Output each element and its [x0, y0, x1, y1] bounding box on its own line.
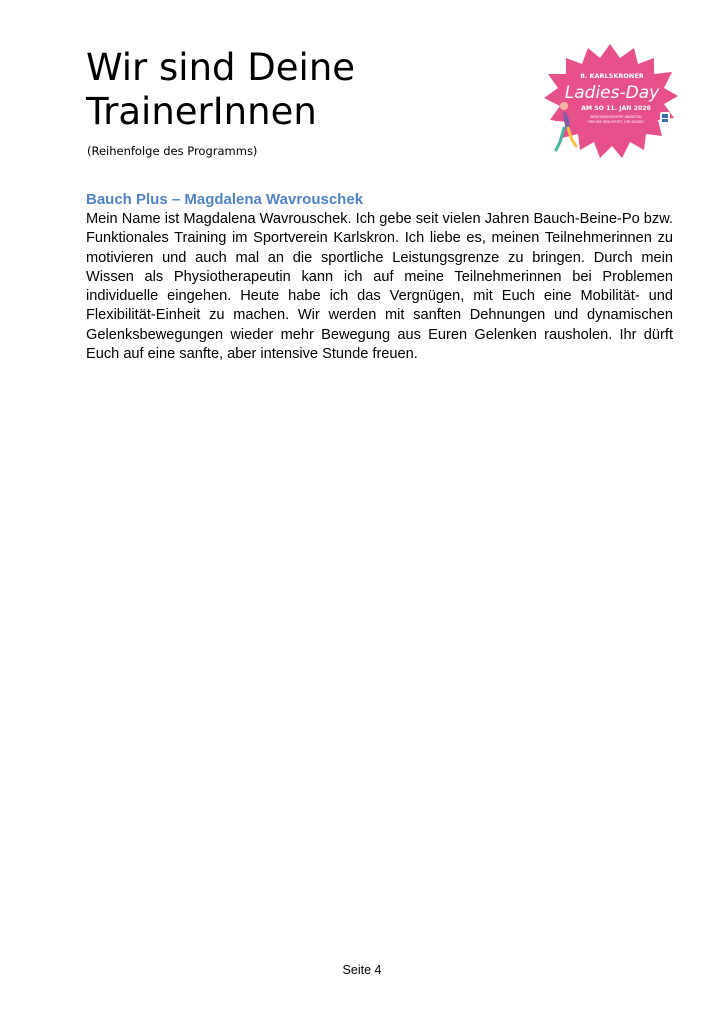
page-number: Seite 4 — [342, 963, 382, 977]
club-badge-icon — [660, 112, 670, 124]
logo-burst — [540, 42, 680, 160]
ladies-day-logo — [540, 42, 680, 160]
logo-edition: 8. KARLSKRONER — [580, 72, 644, 80]
section-body: Mein Name ist Magdalena Wavrouschek. Ich gebe seit vielen Jahren Bauch-Beine-Po bzw. Funktionales Training im Sportverein Karlskron. Ich liebe es, meinen Teilnehmerinnen zu motivieren und auch mal an die sportliche Leistungsgrenze zu bringen. Durch mein Wissen als Physiotherapeutin kann ich auf meine Teilnehmerinnen bei Problemen individuelle eingehen. Heute habe ich das Vergnügen, mit Euch eine Mobilität- und Flexibilität-Einheit zu machen. Wir werden mit sanften Dehnungen und dynamischen Gelenksbewegungen wieder mehr Bewegung aus Euren Gelenken rausholen. Ihr dürft Euch auf eine sanfte, aber intensive Stunde freuen. — [86, 211, 673, 363]
page-title: Wir sind Deine TrainerInnen — [86, 46, 356, 133]
logo-name: Ladies-Day — [564, 83, 660, 103]
logo-tagline-2: FREUDE DEN SPORT, DIR SELBST — [587, 120, 645, 124]
logo-date: AM SO 11. JAN 2026 — [581, 105, 651, 112]
section-heading: Bauch Plus – Magdalena Wavrouschek — [86, 191, 364, 208]
page-subtitle: (Reihenfolge des Programms) — [87, 144, 258, 158]
trainer-section — [86, 190, 673, 364]
logo-tagline-1: BEGEGNUNGSORTE ANBIETEN — [590, 115, 642, 119]
